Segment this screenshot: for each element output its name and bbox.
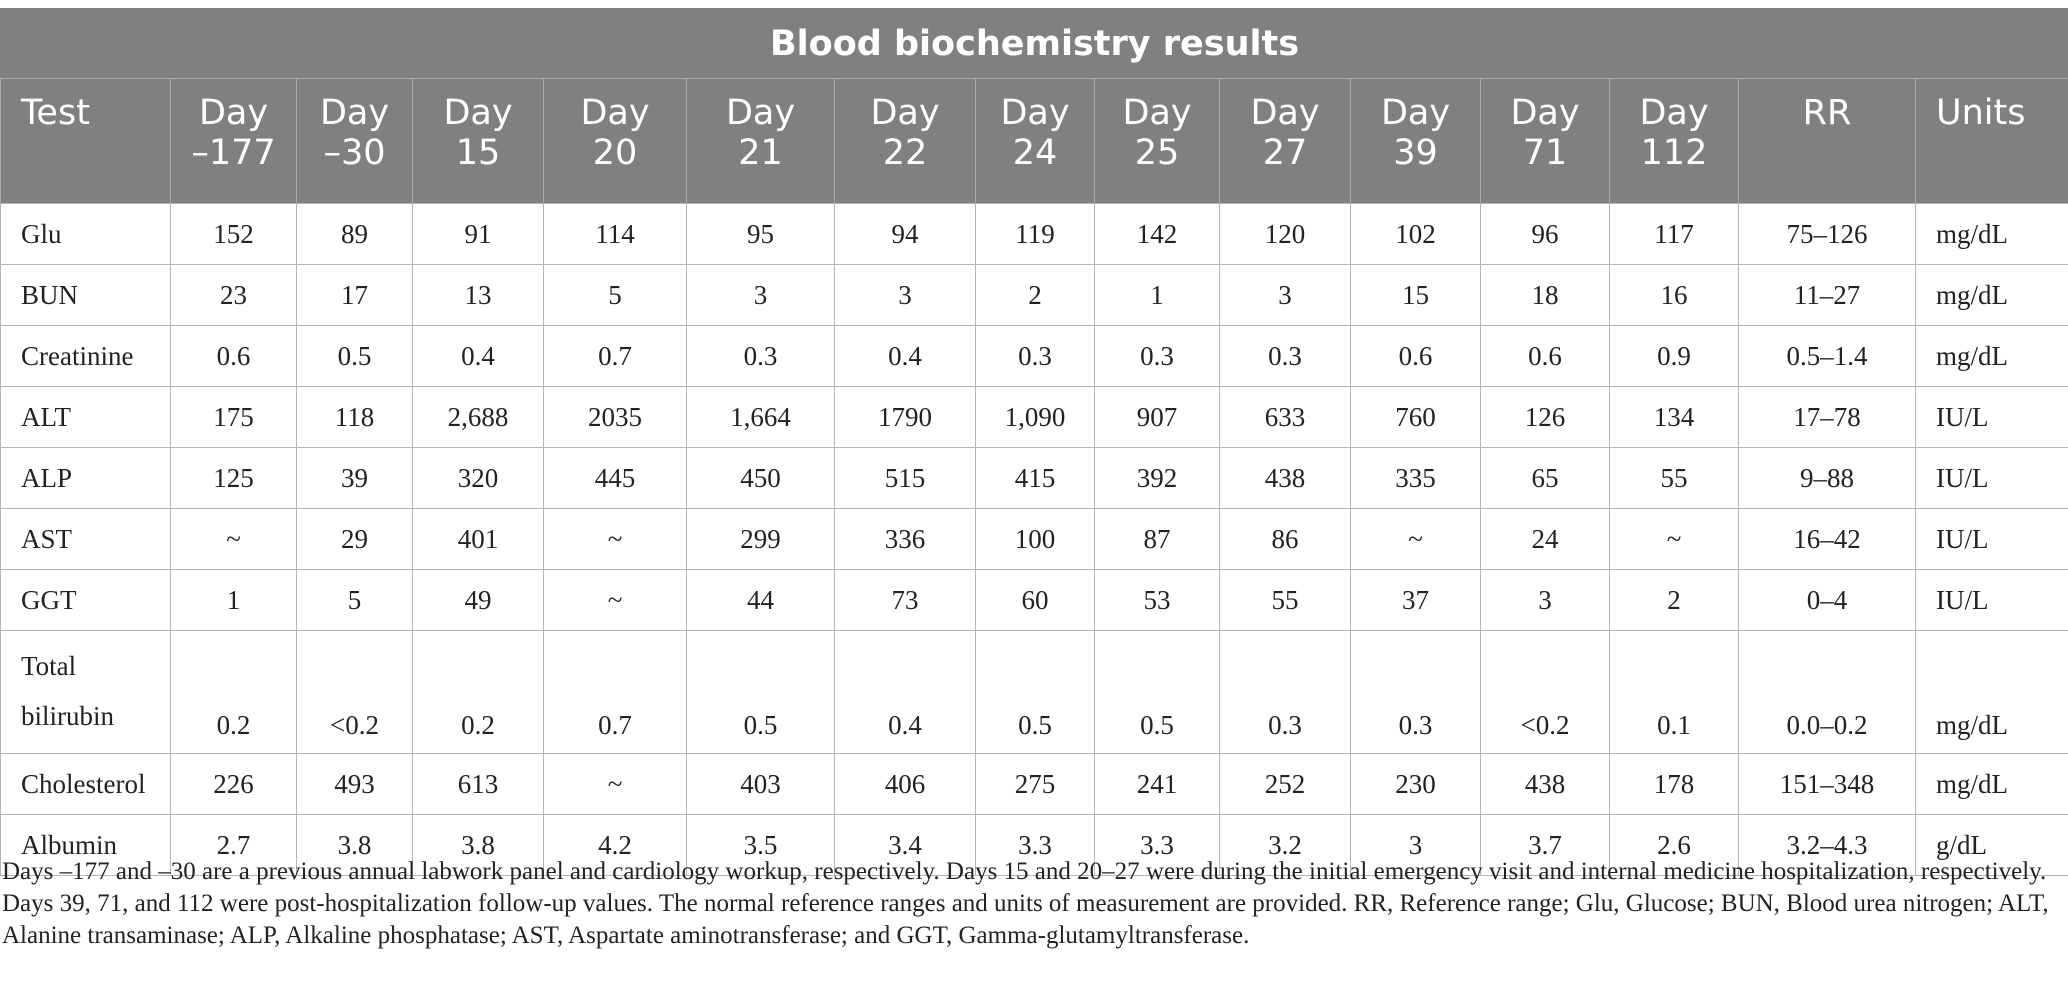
test-name-cell: Cholesterol	[1, 754, 171, 815]
value-cell: 3.3	[976, 815, 1095, 876]
value-cell: 275	[976, 754, 1095, 815]
units-cell: mg/dL	[1916, 326, 2068, 387]
units-cell: IU/L	[1916, 570, 2068, 631]
header-day: Day 21	[687, 79, 835, 204]
value-cell: 16	[1610, 265, 1739, 326]
value-cell: 29	[297, 509, 413, 570]
reference-range-cell: 11–27	[1739, 265, 1916, 326]
units-cell: IU/L	[1916, 387, 2068, 448]
value-cell: 18	[1481, 265, 1610, 326]
test-name-cell: Creatinine	[1, 326, 171, 387]
header-rr: RR	[1739, 79, 1916, 204]
value-cell: 0.3	[1351, 631, 1481, 754]
reference-range-cell: 17–78	[1739, 387, 1916, 448]
table-row	[1, 509, 2068, 570]
table-container	[0, 8, 2068, 876]
value-cell: 299	[687, 509, 835, 570]
table-row	[1, 265, 2068, 326]
value-cell: 0.1	[1610, 631, 1739, 754]
value-cell: 2.6	[1610, 815, 1739, 876]
value-cell: 102	[1351, 204, 1481, 265]
test-name-cell: GGT	[1, 570, 171, 631]
value-cell: 0.7	[544, 326, 687, 387]
value-cell: 0.3	[1220, 326, 1351, 387]
value-cell: 5	[544, 265, 687, 326]
value-cell: 73	[835, 570, 976, 631]
value-cell: 94	[835, 204, 976, 265]
header-day: Day –30	[297, 79, 413, 204]
value-cell: 96	[1481, 204, 1610, 265]
value-cell: ~	[1610, 509, 1739, 570]
value-cell: 95	[687, 204, 835, 265]
reference-range-cell: 0–4	[1739, 570, 1916, 631]
header-day: Day 71	[1481, 79, 1610, 204]
value-cell: 0.5	[687, 631, 835, 754]
value-cell: 0.5	[297, 326, 413, 387]
value-cell: 336	[835, 509, 976, 570]
value-cell: 0.5	[976, 631, 1095, 754]
reference-range-cell: 9–88	[1739, 448, 1916, 509]
value-cell: 3	[1351, 815, 1481, 876]
value-cell: <0.2	[1481, 631, 1610, 754]
units-cell: IU/L	[1916, 509, 2068, 570]
value-cell: 226	[171, 754, 297, 815]
header-day: Day 24	[976, 79, 1095, 204]
value-cell: 0.6	[1351, 326, 1481, 387]
reference-range-cell: 151–348	[1739, 754, 1916, 815]
value-cell: 53	[1095, 570, 1220, 631]
value-cell: 907	[1095, 387, 1220, 448]
biochemistry-table	[0, 8, 2068, 876]
value-cell: 91	[413, 204, 544, 265]
value-cell: <0.2	[297, 631, 413, 754]
test-name-cell: ALP	[1, 448, 171, 509]
units-cell: mg/dL	[1916, 631, 2068, 754]
value-cell: 125	[171, 448, 297, 509]
units-cell: mg/dL	[1916, 754, 2068, 815]
value-cell: 335	[1351, 448, 1481, 509]
value-cell: 89	[297, 204, 413, 265]
reference-range-cell: 75–126	[1739, 204, 1916, 265]
header-row	[1, 79, 2068, 204]
table-row	[1, 754, 2068, 815]
value-cell: 0.3	[687, 326, 835, 387]
test-name-cell: Glu	[1, 204, 171, 265]
reference-range-cell: 0.5–1.4	[1739, 326, 1916, 387]
value-cell: 2035	[544, 387, 687, 448]
value-cell: 24	[1481, 509, 1610, 570]
value-cell: 49	[413, 570, 544, 631]
value-cell: ~	[544, 754, 687, 815]
units-cell: mg/dL	[1916, 265, 2068, 326]
header-units: Units	[1916, 79, 2068, 204]
value-cell: 37	[1351, 570, 1481, 631]
header-day: Day 20	[544, 79, 687, 204]
value-cell: 406	[835, 754, 976, 815]
reference-range-cell: 3.2–4.3	[1739, 815, 1916, 876]
value-cell: 13	[413, 265, 544, 326]
header-day: Day 39	[1351, 79, 1481, 204]
value-cell: ~	[171, 509, 297, 570]
header-day: Day –177	[171, 79, 297, 204]
value-cell: 450	[687, 448, 835, 509]
value-cell: 230	[1351, 754, 1481, 815]
test-name-cell: Albumin	[1, 815, 171, 876]
value-cell: 87	[1095, 509, 1220, 570]
value-cell: 134	[1610, 387, 1739, 448]
value-cell: 438	[1220, 448, 1351, 509]
value-cell: 1790	[835, 387, 976, 448]
value-cell: 445	[544, 448, 687, 509]
value-cell: 175	[171, 387, 297, 448]
units-cell: IU/L	[1916, 448, 2068, 509]
value-cell: 633	[1220, 387, 1351, 448]
value-cell: 3	[1481, 570, 1610, 631]
value-cell: 4.2	[544, 815, 687, 876]
value-cell: 0.3	[1095, 326, 1220, 387]
header-test: Test	[1, 79, 171, 204]
value-cell: 493	[297, 754, 413, 815]
value-cell: 0.2	[171, 631, 297, 754]
value-cell: 1	[1095, 265, 1220, 326]
table-row	[1, 326, 2068, 387]
value-cell: 241	[1095, 754, 1220, 815]
value-cell: 2,688	[413, 387, 544, 448]
value-cell: 17	[297, 265, 413, 326]
value-cell: 120	[1220, 204, 1351, 265]
value-cell: 23	[171, 265, 297, 326]
value-cell: 3.5	[687, 815, 835, 876]
value-cell: 118	[297, 387, 413, 448]
value-cell: 1	[171, 570, 297, 631]
value-cell: 438	[1481, 754, 1610, 815]
value-cell: 3	[687, 265, 835, 326]
value-cell: 0.3	[976, 326, 1095, 387]
value-cell: ~	[544, 509, 687, 570]
value-cell: 613	[413, 754, 544, 815]
table-row	[1, 631, 2068, 754]
value-cell: 403	[687, 754, 835, 815]
value-cell: 401	[413, 509, 544, 570]
value-cell: 114	[544, 204, 687, 265]
value-cell: 100	[976, 509, 1095, 570]
value-cell: 3.7	[1481, 815, 1610, 876]
test-name-cell: ALT	[1, 387, 171, 448]
value-cell: 3.3	[1095, 815, 1220, 876]
value-cell: 760	[1351, 387, 1481, 448]
table-caption: Days –177 and –30 are a previous annual labwork panel and cardiology workup, respectively. Days 15 and 20–27 were during the initial emergency visit and internal medicine hospitalization, respectively. Days 39, 71, and 112 were post-hospitalization follow-up values. The normal reference ranges and units of measurement are provided. RR, Reference range; Glu, Glucose; BUN, Blood urea nitrogen; ALT, Alanine transaminase; ALP, Alkaline phosphatase; AST, Aspartate aminotransferase; and GGT, Gamma-glutamyltransferase.	[2, 858, 2049, 949]
value-cell: 0.6	[1481, 326, 1610, 387]
value-cell: 44	[687, 570, 835, 631]
reference-range-cell: 0.0–0.2	[1739, 631, 1916, 754]
value-cell: 0.3	[1220, 631, 1351, 754]
value-cell: ~	[1351, 509, 1481, 570]
value-cell: 55	[1220, 570, 1351, 631]
value-cell: 2	[976, 265, 1095, 326]
value-cell: 3.8	[413, 815, 544, 876]
table-row	[1, 570, 2068, 631]
value-cell: 39	[297, 448, 413, 509]
reference-range-cell: 16–42	[1739, 509, 1916, 570]
value-cell: 0.6	[171, 326, 297, 387]
value-cell: 0.4	[835, 631, 976, 754]
value-cell: 55	[1610, 448, 1739, 509]
value-cell: 60	[976, 570, 1095, 631]
value-cell: 15	[1351, 265, 1481, 326]
table-body	[1, 204, 2068, 876]
header-day: Day 25	[1095, 79, 1220, 204]
value-cell: 2.7	[171, 815, 297, 876]
value-cell: 0.7	[544, 631, 687, 754]
header-day: Day 27	[1220, 79, 1351, 204]
value-cell: 3.2	[1220, 815, 1351, 876]
value-cell: 0.4	[835, 326, 976, 387]
test-name-cell: Total bilirubin	[1, 631, 171, 754]
value-cell: 0.4	[413, 326, 544, 387]
value-cell: 5	[297, 570, 413, 631]
table-row	[1, 387, 2068, 448]
units-cell: mg/dL	[1916, 204, 2068, 265]
value-cell: 65	[1481, 448, 1610, 509]
value-cell: 252	[1220, 754, 1351, 815]
value-cell: 2	[1610, 570, 1739, 631]
value-cell: ~	[544, 570, 687, 631]
value-cell: 142	[1095, 204, 1220, 265]
value-cell: 178	[1610, 754, 1739, 815]
value-cell: 3.4	[835, 815, 976, 876]
table-row	[1, 448, 2068, 509]
value-cell: 0.5	[1095, 631, 1220, 754]
value-cell: 3	[1220, 265, 1351, 326]
value-cell: 117	[1610, 204, 1739, 265]
value-cell: 320	[413, 448, 544, 509]
value-cell: 152	[171, 204, 297, 265]
value-cell: 1,090	[976, 387, 1095, 448]
table-row	[1, 204, 2068, 265]
value-cell: 126	[1481, 387, 1610, 448]
value-cell: 3	[835, 265, 976, 326]
value-cell: 0.2	[413, 631, 544, 754]
value-cell: 3.8	[297, 815, 413, 876]
value-cell: 1,664	[687, 387, 835, 448]
units-cell: g/dL	[1916, 815, 2068, 876]
header-day: Day 15	[413, 79, 544, 204]
value-cell: 119	[976, 204, 1095, 265]
test-name-cell: BUN	[1, 265, 171, 326]
table-title: Blood biochemistry results	[1, 9, 2068, 79]
value-cell: 392	[1095, 448, 1220, 509]
test-name-cell: AST	[1, 509, 171, 570]
value-cell: 415	[976, 448, 1095, 509]
value-cell: 515	[835, 448, 976, 509]
value-cell: 86	[1220, 509, 1351, 570]
value-cell: 0.9	[1610, 326, 1739, 387]
header-day: Day 22	[835, 79, 976, 204]
header-day: Day 112	[1610, 79, 1739, 204]
